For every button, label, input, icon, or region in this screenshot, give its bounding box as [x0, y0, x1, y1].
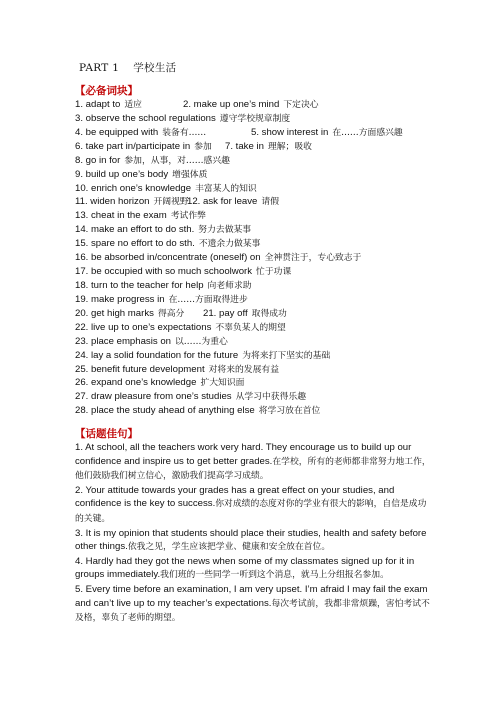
- vocab-item: [183, 98, 319, 113]
- vocab-chinese: 对将来的发展有益: [208, 364, 279, 375]
- vocab-item: [203, 307, 287, 322]
- vocab-chinese: 努力去做某事: [198, 225, 252, 236]
- vocab-item: [75, 322, 286, 333]
- vocab-item: [75, 266, 291, 277]
- vocab-item: [75, 308, 184, 319]
- vocab-line: [75, 265, 455, 279]
- sentence-chinese: 在学校，所有的老师都非常努力地工作，他们鼓励我们树立信心，激励我们提高学习成绩。: [75, 456, 431, 482]
- vocab-item: [75, 196, 189, 207]
- vocab-english: 22. live up to one’s expectations: [75, 321, 212, 333]
- vocab-item: [75, 127, 206, 138]
- vocab-item: [75, 210, 206, 221]
- vocab-line: [75, 390, 455, 404]
- sentence-english: 5. Every time before an examination, I am very upset. I’m afraid I may fail the exam and can’t live up to my teacher’s expectations.: [75, 583, 428, 609]
- vocab-chinese: 考试作弊: [170, 211, 206, 222]
- vocab-chinese: 不辜负某人的期望: [215, 322, 286, 333]
- vocab-english: 9. build up one’s body: [75, 168, 169, 180]
- vocab-line: [75, 223, 455, 237]
- page-title: [79, 60, 176, 75]
- sentence-list: [75, 441, 433, 626]
- sentence-chinese: 你对成绩的态度对你的学业有很大的影响，自信是成功的关键。: [75, 499, 427, 524]
- part-topic: 学校生活: [133, 62, 177, 74]
- vocab-item: [225, 140, 312, 155]
- vocab-english: 2. make up one’s mind: [183, 99, 280, 110]
- sentence-english: 1. At school, all the teachers work very hard. They encourage us to build up our confidence and inspire us to get better grades.: [75, 442, 412, 467]
- vocab-english: 21. pay off: [203, 307, 248, 319]
- vocab-line: [75, 279, 455, 293]
- vocab-item: [75, 350, 330, 361]
- part-number: PART 1: [79, 62, 120, 74]
- vocab-chinese: 向老师求助: [207, 280, 252, 291]
- vocab-line: [75, 321, 455, 335]
- vocab-item: [251, 126, 403, 141]
- vocab-english: 12. ask for leave: [187, 196, 258, 208]
- vocab-english: 24. lay a solid foundation for the future: [75, 349, 239, 361]
- vocab-item: [75, 280, 252, 291]
- vocab-english: 25. benefit future development: [75, 363, 205, 375]
- vocab-english: 10. enrich one’s knowledge: [75, 182, 192, 194]
- vocab-item: [75, 364, 279, 375]
- vocab-line: [75, 182, 455, 196]
- sentences-heading: 【话题佳句】: [75, 428, 138, 440]
- vocab-line: [75, 98, 455, 112]
- vocab-item: [187, 195, 279, 210]
- vocab-chinese: 取得成功: [251, 308, 287, 319]
- vocab-chinese: 开阔视野: [153, 197, 189, 208]
- example-sentence: [75, 555, 433, 583]
- vocab-line: [75, 251, 455, 265]
- vocab-line: [75, 237, 455, 251]
- vocab-list: [75, 98, 455, 418]
- vocab-item: [75, 113, 290, 124]
- vocab-chinese: 增强体质: [172, 169, 208, 180]
- vocab-chinese: 忙于功课: [256, 267, 292, 278]
- sentence-chinese: 每次考试前，我都非常烦躁，害怕考试不及格，辜负了老师的期望。: [75, 598, 430, 624]
- vocab-chinese: 丰富某人的知识: [195, 183, 257, 194]
- vocab-line: [75, 335, 455, 349]
- vocab-english: 27. draw pleasure from one’s studies: [75, 391, 232, 403]
- vocab-chinese: 扩大知识面: [200, 378, 245, 389]
- vocab-item: [75, 405, 320, 416]
- vocab-item: [75, 224, 251, 235]
- vocab-line: [75, 168, 455, 182]
- vocab-english: 14. make an effort to do sth.: [75, 224, 195, 236]
- vocab-english: 4. be equipped with: [75, 126, 159, 138]
- vocab-english: 20. get high marks: [75, 307, 154, 319]
- vocab-line: [75, 209, 455, 223]
- example-sentence: [75, 527, 433, 555]
- vocab-line: [75, 307, 455, 321]
- vocab-english: 7. take in: [225, 140, 264, 152]
- vocab-chinese: 遵守学校规章制度: [219, 113, 291, 124]
- vocab-chinese: 在……方面取得进步: [168, 294, 248, 305]
- vocab-chinese: 不遗余力做某事: [198, 239, 261, 250]
- vocab-english: 28. place the study ahead of anything else: [75, 405, 255, 417]
- vocab-line: [75, 404, 455, 418]
- vocab-english: 15. spare no effort to do sth.: [75, 238, 195, 250]
- vocab-english: 1. adapt to: [75, 99, 121, 110]
- vocab-chinese: 为将来打下坚实的基础: [242, 350, 331, 361]
- vocab-item: [75, 294, 248, 305]
- vocab-item: [75, 391, 306, 402]
- vocab-item: [75, 155, 230, 166]
- vocab-english: 5. show interest in: [251, 126, 329, 138]
- vocab-chinese: 参加，从事，对……感兴趣: [124, 155, 230, 166]
- vocab-line: [75, 154, 455, 168]
- vocab-item: [75, 183, 257, 194]
- sentence-english: 2. Your attitude towards your grades has a great effect on your studies, and confidence is the key to success.: [75, 484, 395, 510]
- vocab-chinese: 在……方面感兴趣: [332, 127, 403, 138]
- vocab-english: 17. be occupied with so much schoolwork: [75, 266, 253, 278]
- vocab-item: [75, 252, 361, 263]
- vocab-line: [75, 126, 455, 140]
- vocab-item: [75, 141, 212, 152]
- vocab-chinese: 装备有……: [162, 127, 207, 138]
- vocab-line: [75, 140, 455, 154]
- example-sentence: [75, 441, 433, 484]
- vocab-line: [75, 363, 455, 377]
- vocab-english: 23. place emphasis on: [75, 335, 171, 347]
- vocab-chinese: 参加: [194, 141, 212, 152]
- vocab-item: [75, 377, 244, 388]
- vocab-chinese: 得高分: [157, 308, 185, 319]
- sentence-english: 3. It is my opinion that students should place their studies, health and safety before other things.: [75, 527, 427, 553]
- vocab-chinese: 适应: [124, 100, 142, 110]
- vocab-chinese: 将学习放在首位: [258, 406, 321, 417]
- vocab-english: 18. turn to the teacher for help: [75, 279, 204, 291]
- example-sentence: [75, 583, 433, 626]
- vocab-chinese: 从学习中获得乐趣: [235, 392, 306, 403]
- vocab-chinese: 全神贯注于，专心致志于: [264, 253, 362, 264]
- vocab-line: [75, 112, 455, 126]
- vocab-line: [75, 376, 455, 390]
- vocab-chinese: 理解；吸收: [267, 141, 312, 152]
- example-sentence: [75, 484, 433, 527]
- vocab-item: [75, 336, 228, 347]
- vocab-chinese: 下定决心: [283, 100, 319, 110]
- vocab-item: [75, 99, 142, 110]
- vocab-line: [75, 195, 455, 209]
- sentence-chinese: 依我之见，学生应该把学业、健康和安全放在首位。: [127, 542, 331, 553]
- vocab-english: 11. widen horizon: [75, 196, 150, 208]
- vocab-heading: 【必备词块】: [75, 85, 138, 97]
- vocab-line: [75, 349, 455, 363]
- vocab-line: [75, 293, 455, 307]
- vocab-chinese: 以……为重心: [175, 336, 228, 347]
- vocab-item: [75, 238, 260, 249]
- vocab-english: 13. cheat in the exam: [75, 210, 167, 222]
- vocab-item: [75, 169, 207, 180]
- vocab-english: 3. observe the school regulations: [75, 112, 216, 124]
- vocab-english: 19. make progress in: [75, 293, 165, 305]
- vocab-english: 8. go in for: [75, 154, 121, 166]
- sentence-chinese: 我们班的一些同学一听到这个消息，就马上分组报名参加。: [160, 570, 389, 581]
- sentence-english: 4. Hardly had they got the news when some of my classmates signed up for it in groups immediately.: [75, 555, 415, 581]
- vocab-english: 6. take part in/participate in: [75, 140, 191, 152]
- vocab-english: 26. expand one’s knowledge: [75, 377, 197, 389]
- vocab-chinese: 请假: [261, 197, 280, 208]
- vocab-english: 16. be absorbed in/concentrate (oneself) on: [75, 252, 261, 264]
